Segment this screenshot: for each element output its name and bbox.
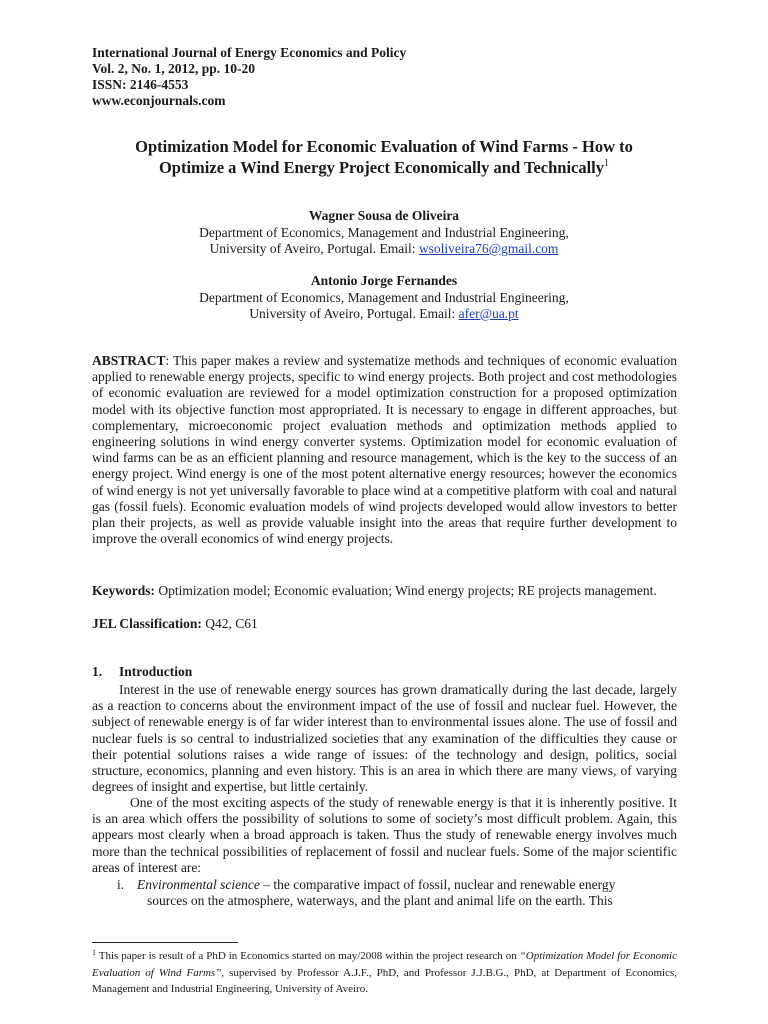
author-location bbox=[60, 241, 708, 258]
title-footnote-mark[interactable]: 1 bbox=[604, 158, 610, 169]
footnote bbox=[92, 948, 677, 998]
list-text-line-1: – the comparative impact of fossil, nuclear and renewable energy bbox=[259, 877, 616, 892]
footnote-text-after: supervised by Professor A.J.F., PhD, and Professor J.J.B.G., PhD, at Department of Economics, Management and Industrial Engineering, University of Aveiro. bbox=[92, 966, 678, 995]
journal-issn: ISSN: 2146-4553 bbox=[92, 77, 189, 92]
author-affiliation: Department of Economics, Management and Industrial Engineering, bbox=[199, 289, 569, 305]
author-location-text: University of Aveiro, Portugal. Email: bbox=[249, 306, 459, 321]
author-location bbox=[60, 306, 708, 323]
intro-paragraph-2 bbox=[92, 795, 677, 876]
jel-classification bbox=[92, 616, 258, 632]
keywords-label: Keywords: bbox=[92, 583, 155, 598]
author-block-2 bbox=[60, 273, 708, 323]
list-numeral: i. bbox=[117, 877, 125, 892]
list-item-environmental-science bbox=[117, 877, 677, 909]
paper-title bbox=[60, 136, 708, 178]
journal-website[interactable]: www.econjournals.com bbox=[92, 93, 226, 108]
author-block-1 bbox=[60, 208, 708, 258]
jel-label: JEL Classification: bbox=[92, 616, 202, 631]
footnote-text-before: This paper is result of a PhD in Economics started on may/2008 within the project research on bbox=[96, 950, 520, 962]
intro-paragraph-2-text: One of the most exciting aspects of the study of renewable energy is that it is inherently positive. It is an area which offers the possibility of solutions to some of society’s most difficult problem. Again, this appears most clearly when a broad approach is taken. Thus the study of renewable energy involves much more than the technical possibilities of replacement of fossil and nuclear fuels. Some of the major scientific areas of interest are: bbox=[92, 795, 677, 875]
keywords-text: Optimization model; Economic evaluation; Wind energy projects; RE projects management. bbox=[155, 583, 657, 598]
journal-volume: Vol. 2, No. 1, 2012, pp. 10-20 bbox=[92, 61, 256, 76]
intro-paragraph-1-text: Interest in the use of renewable energy sources has grown dramatically during the last decade, largely as a reaction to concerns about the environment impact of the use of fossil and nuclear fuel. However, the subject of renewable energy is of far wider interest than to environmental issues alone. The use of fossil and nuclear fuels is so central to industrialized societies that any examination of the difficulties they cause or their potential solutions raises a wide range of issues: of the technology and design, politics, social structure, economics, planning and even history. This is an area in which there are many views, of varying degrees of insight and expertise, but little certainly. bbox=[92, 682, 677, 795]
author-name: Wagner Sousa de Oliveira bbox=[308, 208, 460, 223]
author-name: Antonio Jorge Fernandes bbox=[310, 273, 458, 288]
keywords bbox=[92, 583, 677, 599]
footnote-italic-title: “Optimization Model for Economic Evaluation of Wind Farms”, bbox=[92, 950, 677, 979]
intro-paragraph-1 bbox=[92, 682, 677, 795]
author-affiliation: Department of Economics, Management and Industrial Engineering, bbox=[199, 224, 569, 240]
section-number: 1. bbox=[92, 664, 103, 679]
abstract-label: ABSTRACT bbox=[92, 353, 166, 368]
journal-name: International Journal of Energy Economics and Policy bbox=[92, 45, 407, 60]
title-line-2-text: Optimize a Wind Energy Project Economically and Technically bbox=[158, 158, 605, 177]
list-term: Environmental science bbox=[137, 877, 260, 892]
author-location-text: University of Aveiro, Portugal. Email: bbox=[209, 241, 419, 256]
jel-codes: Q42, C61 bbox=[201, 616, 258, 631]
abstract-text: : This paper makes a review and systematize methods and techniques of economic evaluation applied to renewable energy projects, specific to wind energy projects. Both project and cost methodologies of economic evaluation are reviewed for a model optimization construction for a proposed optimization model with its objective function most appropriated. It is necessary to engage in different approaches, but complementary, microeconomic project evaluation methods and optimization methods applied to engineering solutions in wind energy converter systems. Optimization model for economic evaluation of wind farms can be as an efficient planning and resource management, which is the key to the success of an energy project. Wind energy is one of the most potent alternative energy resources; however the economics of wind energy is not yet universally favorable to place wind at a competitive platform with coal and natural gas (fossil fuels). Economic evaluation models of wind projects developed would allow investors to better plan their projects, as well as provide valuable insight into the areas that require further development to improve the overall economics of wind energy projects. bbox=[92, 353, 677, 547]
section-title: Introduction bbox=[119, 664, 193, 679]
footnote-divider bbox=[92, 942, 238, 943]
title-line-2 bbox=[60, 157, 708, 178]
abstract bbox=[92, 353, 677, 547]
footnote-mark: 1 bbox=[92, 948, 96, 957]
journal-header bbox=[92, 45, 406, 109]
title-line-1: Optimization Model for Economic Evaluation of Wind Farms - How to bbox=[135, 137, 633, 156]
author-email-link[interactable]: afer@ua.pt bbox=[458, 306, 519, 321]
section-heading-introduction bbox=[92, 664, 192, 680]
author-email-link[interactable]: wsoliveira76@gmail.com bbox=[418, 241, 559, 256]
list-text-line-2: sources on the atmosphere, waterways, and the plant and animal life on the earth. This bbox=[147, 893, 613, 909]
